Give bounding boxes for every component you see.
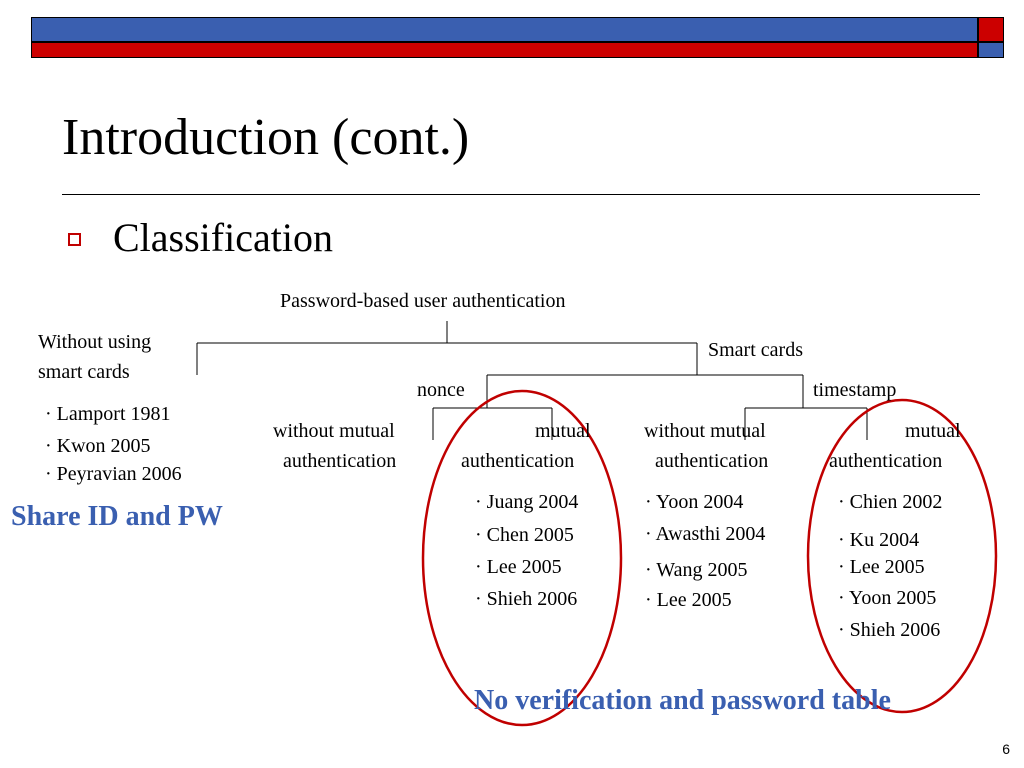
nonce-mutual-line1: mutual: [535, 420, 591, 442]
list-item: · Chien 2002: [838, 491, 943, 513]
without-smart-cards-label-line2: smart cards: [38, 361, 130, 383]
list-item: · Juang 2004: [475, 491, 579, 513]
list-item: · Lee 2005: [838, 556, 925, 578]
page-number: 6: [1002, 741, 1010, 757]
list-item: · Shieh 2006: [475, 588, 578, 610]
list-item: · Wang 2005: [645, 559, 748, 581]
list-item: · Yoon 2004: [645, 491, 744, 513]
nonce-without-mutual-line1: without mutual: [273, 420, 395, 442]
without-smart-cards-label-line1: Without using: [38, 331, 152, 353]
share-id-pw-note: Share ID and PW: [11, 501, 223, 532]
bullet-classification: Classification: [113, 215, 333, 260]
nonce-label: nonce: [417, 379, 465, 401]
timestamp-label: timestamp: [813, 379, 897, 401]
nonce-mutual-line2: authentication: [461, 450, 575, 472]
list-item: · Lee 2005: [645, 589, 732, 611]
list-item: · Chen 2005: [475, 524, 574, 546]
list-item: · Shieh 2006: [838, 619, 941, 641]
list-item: · Awasthi 2004: [645, 523, 766, 545]
timestamp-without-mutual-line2: authentication: [655, 450, 769, 472]
list-item: · Lamport 1981: [45, 403, 171, 425]
no-verification-note: No verification and password table: [474, 685, 891, 716]
smart-cards-label: Smart cards: [708, 339, 803, 361]
timestamp-mutual-line1: mutual: [905, 420, 961, 442]
slide-title: Introduction (cont.): [62, 109, 470, 166]
list-item: · Peyravian 2006: [45, 463, 182, 485]
list-item: · Yoon 2005: [838, 587, 937, 609]
timestamp-mutual-line2: authentication: [829, 450, 943, 472]
list-item: · Ku 2004: [838, 529, 920, 551]
timestamp-without-mutual-line1: without mutual: [644, 420, 766, 442]
list-item: · Lee 2005: [475, 556, 562, 578]
nonce-without-mutual-line2: authentication: [283, 450, 397, 472]
list-item: · Kwon 2005: [45, 435, 151, 457]
tree-root-label: Password-based user authentication: [280, 290, 566, 312]
